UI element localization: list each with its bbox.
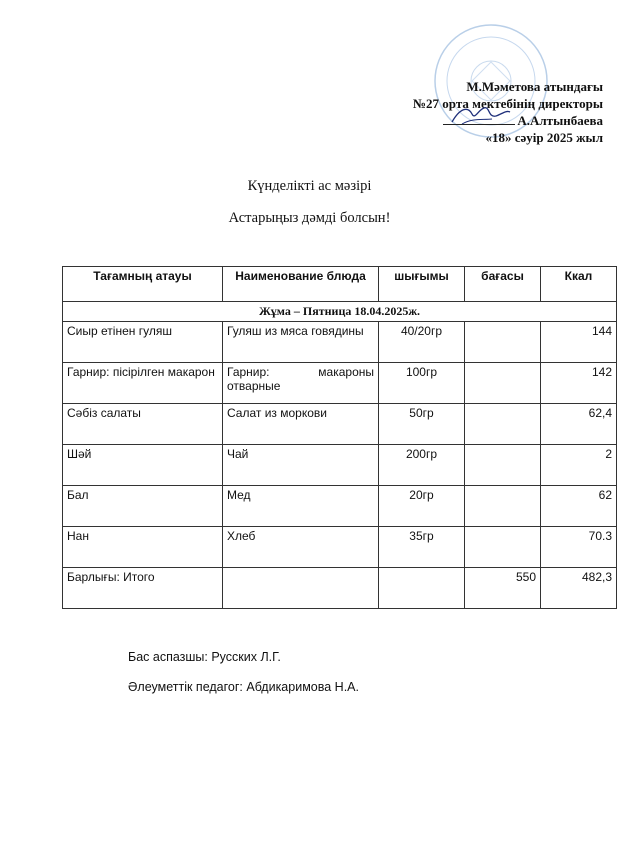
dish-ru: Гарнир: макароны отварные xyxy=(223,363,379,404)
dish-yield: 20гр xyxy=(379,486,465,527)
dish-price xyxy=(465,363,541,404)
dish-kz: Сиыр етінен гуляш xyxy=(63,322,223,363)
dish-kcal: 142 xyxy=(541,363,617,404)
dish-kcal: 62,4 xyxy=(541,404,617,445)
approval-date: «18» сәуір 2025 жыл xyxy=(485,130,603,145)
table-row xyxy=(63,486,617,527)
chef-signature-line: Бас аспазшы: Русских Л.Г. xyxy=(128,650,281,664)
director-signature xyxy=(448,102,514,128)
table-row xyxy=(63,445,617,486)
approval-school: М.Мәметова атындағы xyxy=(466,79,603,94)
dish-yield: 35гр xyxy=(379,527,465,568)
table-row xyxy=(63,322,617,363)
dish-kz: Бал xyxy=(63,486,223,527)
table-header-row xyxy=(63,267,617,302)
col-header-ru-name: Наименование блюда xyxy=(223,267,379,302)
dish-price xyxy=(465,322,541,363)
day-row xyxy=(63,302,617,322)
dish-ru: Чай xyxy=(223,445,379,486)
dish-yield: 50гр xyxy=(379,404,465,445)
table-row xyxy=(63,527,617,568)
col-header-yield: шығымы xyxy=(379,267,465,302)
total-price: 550 xyxy=(465,568,541,609)
total-ru xyxy=(223,568,379,609)
dish-kz: Шәй xyxy=(63,445,223,486)
total-label: Барлығы: Итого xyxy=(63,568,223,609)
dish-ru: Хлеб xyxy=(223,527,379,568)
total-yield xyxy=(379,568,465,609)
page-title: Күнделікті ас мәзірі xyxy=(247,178,372,194)
dish-price xyxy=(465,445,541,486)
dish-kz: Нан xyxy=(63,527,223,568)
day-label: Жұма – Пятница 18.04.2025ж. xyxy=(63,302,617,322)
dish-price xyxy=(465,486,541,527)
dish-ru: Мед xyxy=(223,486,379,527)
dish-yield: 40/20гр xyxy=(379,322,465,363)
dish-ru: Салат из моркови xyxy=(223,404,379,445)
col-header-kz-name: Тағамның атауы xyxy=(63,267,223,302)
menu-table xyxy=(62,266,617,609)
approval-director-name: А.Алтынбаева xyxy=(517,113,603,128)
table-row xyxy=(63,404,617,445)
dish-price xyxy=(465,527,541,568)
page-subtitle: Астарыңыз дәмді болсын! xyxy=(228,210,391,226)
dish-kcal: 70.3 xyxy=(541,527,617,568)
total-kcal: 482,3 xyxy=(541,568,617,609)
dish-yield: 200гр xyxy=(379,445,465,486)
dish-kz: Сәбіз салаты xyxy=(63,404,223,445)
dish-kcal: 62 xyxy=(541,486,617,527)
approval-position: №27 орта мектебінің директоры xyxy=(412,96,603,111)
dish-kcal: 2 xyxy=(541,445,617,486)
total-row xyxy=(63,568,617,609)
dish-ru: Гуляш из мяса говядины xyxy=(223,322,379,363)
pedagogue-signature-line: Әлеуметтік педагог: Абдикаримова Н.А. xyxy=(128,680,359,694)
dish-kcal: 144 xyxy=(541,322,617,363)
table-row xyxy=(63,363,617,404)
dish-kz: Гарнир: пісірілген макарон xyxy=(63,363,223,404)
dish-price xyxy=(465,404,541,445)
col-header-kcal: Ккал xyxy=(541,267,617,302)
col-header-price: бағасы xyxy=(465,267,541,302)
dish-yield: 100гр xyxy=(379,363,465,404)
